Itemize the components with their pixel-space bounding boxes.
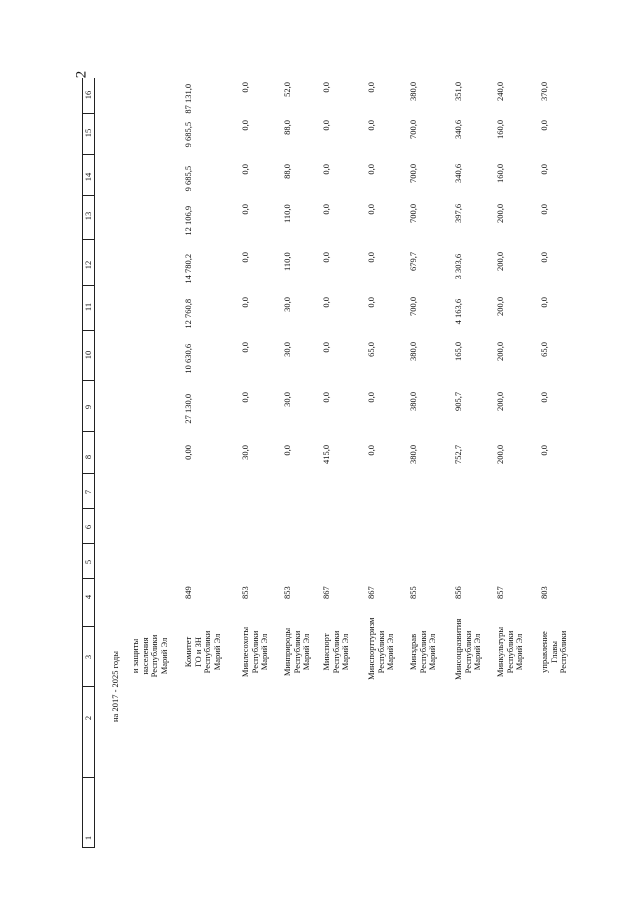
value-cell: 0,0 — [240, 81, 250, 93]
value-cell: 0,00 — [183, 444, 193, 460]
value-cell: 0,0 — [539, 119, 549, 131]
value-cell: 0,0 — [240, 251, 250, 263]
header-divider — [82, 380, 94, 381]
value-cell: 905,7 — [453, 391, 463, 411]
row-code: 853 — [240, 586, 250, 599]
value-cell: 0,0 — [539, 296, 549, 308]
row-label: Минздрав Республики Марий Эл — [408, 630, 437, 674]
row-code: 803 — [539, 586, 549, 599]
value-cell: 340,6 — [453, 163, 463, 183]
value-cell: 0,0 — [539, 391, 549, 403]
value-cell: 88,0 — [282, 119, 292, 135]
column-header-7: 7 — [83, 489, 93, 495]
column-header-1: 1 — [83, 835, 93, 841]
row-label: Минспорттуризм Республики Марий Эл — [366, 617, 395, 680]
value-cell: 30,0 — [282, 391, 292, 407]
row-code: 857 — [495, 586, 505, 599]
value-cell: 0,0 — [539, 163, 549, 175]
value-cell: 88,0 — [282, 163, 292, 179]
value-cell: 110,0 — [282, 252, 292, 271]
value-cell: 0,0 — [240, 203, 250, 215]
value-cell: 0,0 — [539, 203, 549, 215]
header-divider — [82, 626, 94, 627]
row-code: 853 — [282, 586, 292, 599]
value-cell: 380,0 — [408, 391, 418, 411]
header-divider — [82, 847, 94, 848]
header-divider — [82, 579, 94, 580]
value-cell: 0,0 — [321, 163, 331, 175]
value-cell: 0,0 — [321, 391, 331, 403]
row-label: Минлесохоты Республики Марий Эл — [240, 626, 269, 678]
value-cell: 0,0 — [366, 251, 376, 263]
value-cell: 0,0 — [321, 119, 331, 131]
value-cell: 700,0 — [408, 203, 418, 223]
value-cell: 240,0 — [495, 81, 505, 101]
value-cell: 0,0 — [366, 163, 376, 175]
column-header-3: 3 — [83, 654, 93, 660]
value-cell: 12 760,8 — [183, 298, 193, 329]
value-cell: 65,0 — [366, 341, 376, 357]
value-cell: 200,0 — [495, 251, 505, 271]
value-cell: 0,0 — [240, 391, 250, 403]
value-cell: 0,0 — [240, 119, 250, 131]
continuation-label: и защиты населения Республики Марий Эл — [130, 634, 169, 678]
column-header-15: 15 — [83, 128, 93, 138]
value-cell: 0,0 — [321, 341, 331, 353]
value-cell: 679,7 — [408, 251, 418, 271]
column-header-8: 8 — [83, 454, 93, 460]
header-divider — [82, 285, 94, 286]
value-cell: 380,0 — [408, 341, 418, 361]
header-divider — [82, 154, 94, 155]
value-cell: 380,0 — [408, 81, 418, 101]
value-cell: 0,0 — [366, 119, 376, 131]
value-cell: 370,0 — [539, 81, 549, 101]
value-cell: 14 780,2 — [183, 253, 193, 284]
header-divider — [82, 687, 94, 688]
value-cell: 0,0 — [240, 341, 250, 353]
value-cell: 200,0 — [495, 296, 505, 316]
header-divider — [82, 240, 94, 241]
value-cell: 87 131,0 — [183, 83, 193, 114]
value-cell: 27 130,0 — [183, 393, 193, 424]
value-cell: 52,0 — [282, 81, 292, 97]
header-divider — [82, 196, 94, 197]
value-cell: 3 303,6 — [453, 253, 463, 280]
value-cell: 30,0 — [282, 341, 292, 357]
value-cell: 200,0 — [495, 203, 505, 223]
header-divider — [82, 330, 94, 331]
column-header-10: 10 — [83, 350, 93, 360]
value-cell: 700,0 — [408, 119, 418, 139]
value-cell: 200,0 — [495, 341, 505, 361]
value-cell: 0,0 — [321, 81, 331, 93]
value-cell: 0,0 — [539, 444, 549, 456]
row-label: Минкультуры Республики Марий Эл — [495, 626, 524, 678]
column-header-14: 14 — [83, 172, 93, 182]
value-cell: 0,0 — [321, 296, 331, 308]
value-cell: 340,6 — [453, 119, 463, 139]
value-cell: 0,0 — [366, 81, 376, 93]
value-cell: 4 163,6 — [453, 298, 463, 325]
value-cell: 0,0 — [240, 163, 250, 175]
value-cell: 397,6 — [453, 203, 463, 223]
value-cell: 30,0 — [282, 296, 292, 312]
value-cell: 65,0 — [539, 341, 549, 357]
value-cell: 110,0 — [282, 204, 292, 223]
value-cell: 0,0 — [366, 296, 376, 308]
column-header-2: 2 — [83, 715, 93, 721]
value-cell: 200,0 — [495, 444, 505, 464]
row-label: Минспорт Республики Марий Эл — [321, 630, 350, 674]
header-divider — [82, 777, 94, 778]
row-label: Комитет ГО и ЗН Республики Марий Эл — [183, 630, 222, 674]
value-cell: 700,0 — [408, 163, 418, 183]
header-divider — [82, 544, 94, 545]
value-cell: 0,0 — [539, 251, 549, 263]
value-cell: 160,0 — [495, 119, 505, 139]
header-bottom-line — [94, 78, 95, 848]
header-divider — [82, 113, 94, 114]
column-header-9: 9 — [83, 404, 93, 410]
value-cell: 415,0 — [321, 444, 331, 464]
row-label: Минприроды Республики Марий Эл — [282, 627, 311, 677]
column-header-6: 6 — [83, 524, 93, 530]
value-cell: 0,0 — [240, 296, 250, 308]
row-code: 867 — [321, 586, 331, 599]
value-cell: 0,0 — [282, 444, 292, 456]
value-cell: 0,0 — [321, 203, 331, 215]
value-cell: 0,0 — [321, 251, 331, 263]
row-label: управление Главы Республики — [539, 630, 568, 674]
value-cell: 9 685,5 — [183, 121, 193, 148]
value-cell: 12 106,9 — [183, 205, 193, 236]
row-code: 856 — [453, 586, 463, 599]
row-label: Минсоцразвития Республики Марий Эл — [453, 618, 482, 680]
column-header-11: 11 — [83, 302, 93, 312]
value-cell: 160,0 — [495, 163, 505, 183]
value-cell: 10 630,6 — [183, 343, 193, 374]
value-cell: 0,0 — [366, 203, 376, 215]
header-divider — [82, 431, 94, 432]
period-label: на 2017 - 2025 годы — [110, 651, 120, 722]
row-code: 849 — [183, 586, 193, 599]
column-header-4: 4 — [83, 594, 93, 600]
column-header-13: 13 — [83, 211, 93, 221]
header-divider — [82, 474, 94, 475]
value-cell: 351,0 — [453, 81, 463, 101]
value-cell: 9 685,5 — [183, 165, 193, 192]
column-header-16: 16 — [83, 90, 93, 100]
value-cell: 165,0 — [453, 341, 463, 361]
row-code: 855 — [408, 586, 418, 599]
value-cell: 0,0 — [366, 444, 376, 456]
value-cell: 700,0 — [408, 296, 418, 316]
row-code: 867 — [366, 586, 376, 599]
value-cell: 200,0 — [495, 391, 505, 411]
value-cell: 380,0 — [408, 444, 418, 464]
value-cell: 0,0 — [366, 391, 376, 403]
column-header-5: 5 — [83, 559, 93, 565]
column-header-12: 12 — [83, 260, 93, 270]
page-number: 2 — [73, 70, 90, 79]
value-cell: 30,0 — [240, 444, 250, 460]
value-cell: 752,7 — [453, 444, 463, 464]
header-divider — [82, 509, 94, 510]
